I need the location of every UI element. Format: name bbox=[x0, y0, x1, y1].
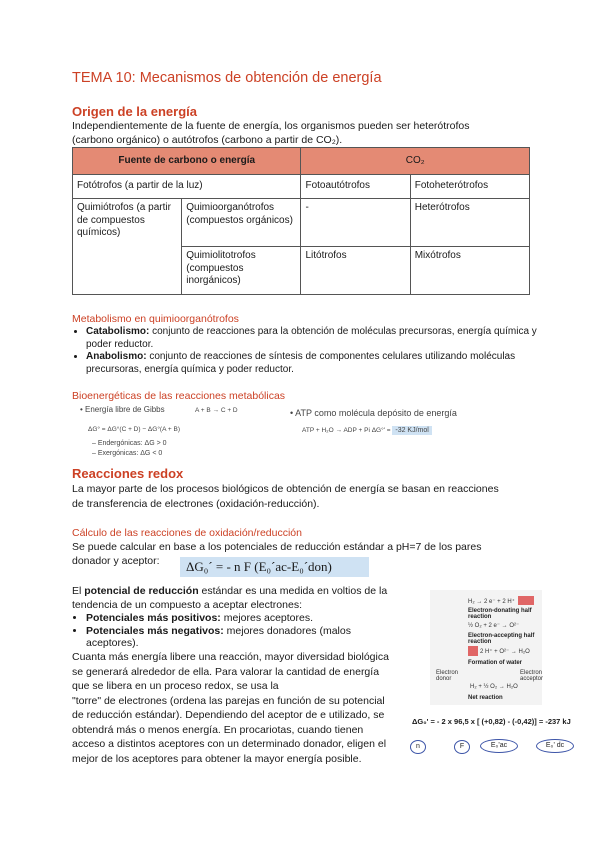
origen-text-1: Independientemente de la fuente de energía, los organismos pueden ser heterótrofos bbox=[72, 120, 470, 132]
carbon-source-table bbox=[72, 147, 530, 295]
gibbs-equation: A + B → C + D bbox=[195, 407, 238, 414]
table-cell: Quimiolitotrofos (compuestos inorgánicos) bbox=[182, 247, 301, 295]
list-item: • Anabolismo: conjunto de reacciones de síntesis de componentes celulares utilizando moléculas precursoras, energía química y poder reductor. bbox=[86, 351, 546, 376]
table-cell: Fotoheterótrofos bbox=[410, 175, 529, 199]
atp-value: -32 KJ/mol bbox=[392, 426, 431, 435]
calculo-text-2: donador y aceptor: bbox=[72, 555, 160, 567]
delta-g-calc: ΔG₀' = - 2 x 96,5 x [ (+0,82) - (-0,42)] = -237 kJ bbox=[412, 717, 571, 726]
oval-e-ac: E₀'ac bbox=[480, 739, 518, 753]
heading-origen: Origen de la energía bbox=[72, 104, 197, 119]
list-item: • Potenciales más positivos: mejores aceptores. bbox=[86, 612, 386, 625]
endergonicas: – Endergónicas: ΔG > 0 bbox=[92, 440, 167, 447]
atp-equation: ATP + H₂O → ADP + Pi ΔG°' = -32 KJ/mol bbox=[302, 427, 432, 434]
table-header-co2: CO₂ bbox=[301, 148, 530, 175]
redox-text-1: La mayor parte de los procesos biológicos de obtención de energía se basan en reacciones bbox=[72, 483, 499, 495]
atp-label: • ATP como molécula depósito de energía bbox=[290, 408, 457, 418]
table-cell: Litótrofos bbox=[301, 247, 410, 295]
heading-metabolismo: Metabolismo en quimioorganótrofos bbox=[72, 313, 239, 325]
oval-f: F bbox=[454, 740, 470, 754]
gibbs-formula: ΔG₀´ = - n F (E₀´ac-E₀´don) bbox=[180, 557, 369, 577]
highlight bbox=[468, 646, 478, 656]
metabolismo-list bbox=[72, 326, 546, 376]
gibbs-label: • Energía libre de Gibbs bbox=[80, 405, 165, 414]
heading-bioenergetica: Bioenergéticas de las reacciones metabólicas bbox=[72, 390, 286, 402]
potencial-line-1: El potencial de reducción estándar es una medida en voltios de la bbox=[72, 585, 388, 597]
torre-paragraph: Cuanta más energía libere una reacción, mayor diversidad biológica se generará alrededor de ella. Para valorar la cantidad de energía que se libera en un proceso redox, se usa la "torre" de electrones (ordena las parejas en función de su potencial de reducción estándar). Dependiendo del aceptor de e utilizado, se obtendrá más o menos energía. En procariotas, cuando tienen acceso a distintos aceptores con un determinado donador, eligen el mejor de los aceptores para obtener la mayor energía posible. bbox=[72, 651, 389, 765]
heading-redox: Reacciones redox bbox=[72, 466, 184, 481]
table-cell: Fotótrofos (a partir de la luz) bbox=[73, 175, 301, 199]
redox-figure: H₂ → 2 e⁻ + 2 H⁺ Electron-donating half reaction ½ O₂ + 2 e⁻ → O²⁻ Electron-accepting half reaction 2 H⁺ + O²⁻ → H₂O Formation of water Electron donor Electron acceptor H₂ + ½ O₂ → H₂O Net reaction bbox=[430, 590, 542, 705]
table-cell: Fotoautótrofos bbox=[301, 175, 410, 199]
redox-text-2: de transferencia de electrones (oxidación-reducción). bbox=[72, 498, 320, 510]
table-cell: Quimiótrofos (a partir de compuestos químicos) bbox=[73, 199, 182, 295]
table-cell: - bbox=[301, 199, 410, 247]
table-cell: Quimioorganótrofos (compuestos orgánicos) bbox=[182, 199, 301, 247]
calculo-text-1: Se puede calcular en base a los potenciales de reducción estándar a pH=7 de los pares bbox=[72, 541, 482, 553]
origen-text-2: (carbono orgánico) o autótrofos (carbono a partir de CO₂). bbox=[72, 134, 343, 146]
page-title: TEMA 10: Mecanismos de obtención de energía bbox=[72, 70, 382, 86]
heading-calculo: Cálculo de las reacciones de oxidación/reducción bbox=[72, 527, 302, 539]
oval-n: n bbox=[410, 740, 426, 754]
list-item: • Catabolismo: conjunto de reacciones para la obtención de moléculas precursoras, energía química y poder reductor. bbox=[86, 326, 546, 351]
delta-g-equation: ΔG° = ΔG°(C + D) − ΔG°(A + B) bbox=[88, 426, 180, 433]
list-item: • Potenciales más negativos: mejores donadores (malos aceptores). bbox=[86, 625, 386, 650]
potenciales-list bbox=[72, 612, 386, 650]
table-header-fuente: Fuente de carbono o energía bbox=[73, 148, 301, 175]
exergonicas: – Exergónicas: ΔG < 0 bbox=[92, 450, 163, 457]
highlight bbox=[518, 596, 534, 605]
table-cell: Heterótrofos bbox=[410, 199, 529, 247]
potencial-line-2: tendencia de un compuesto a aceptar electrones: bbox=[72, 599, 302, 611]
table-cell: Mixótrofos bbox=[410, 247, 529, 295]
oval-e-dc: E₀' dc bbox=[536, 739, 574, 753]
